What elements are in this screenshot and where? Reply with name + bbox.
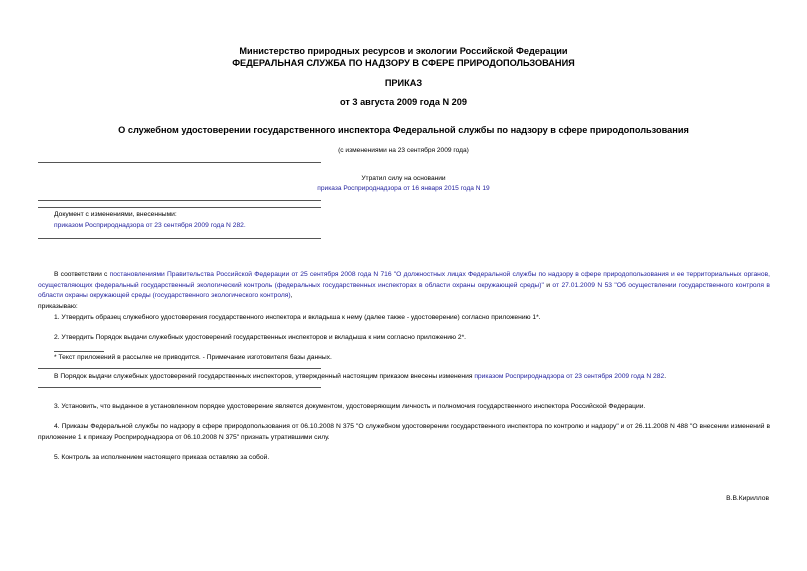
divider	[38, 200, 321, 201]
change-note-link[interactable]: приказом Росприроднадзора от 23 сентября 2009 года N 282	[474, 373, 665, 380]
amended-text: Документ с изменениями, внесенными:	[54, 211, 177, 218]
item-4-text: 4. Приказы Федеральной службы по надзору в сфере природопользования от 06.10.2008 N 375 "О служебном удостоверении государственного инспектора по контролю и надзору" и от 26.11.2008 N 488 "О внесении изменений в приложение 1 к приказу Росприроднадзора от 06.10.2008 N 375" признать утратившими силу.	[38, 423, 770, 441]
item-2: 2. Утвердить Порядок выдачи служебных удостоверений государственных инспекторов и вкладыша к ним согласно приложению 2*.	[54, 334, 467, 341]
changes-note: (с изменениями на 23 сентября 2009 года)	[338, 147, 469, 154]
preamble-link-716[interactable]: постановлениями Правительства Российской Федерации от 25 сентября 2008 года N 716 "О должностных лицах Федеральной службы по надзору в сфере природопользования и ее территориальных органов, осуществляющих федеральный государственный экологический контроль (федеральных государственных инспекторах в области охраны окружающей среды)"	[38, 271, 770, 289]
footnote-divider	[54, 351, 104, 352]
item-5: 5. Контроль за исполнением настоящего приказа оставляю за собой.	[54, 454, 270, 461]
divider	[38, 162, 321, 163]
signature: В.В.Кириллов	[726, 495, 769, 502]
amended-link[interactable]: приказом Росприроднадзора от 23 сентября 2009 года N 282.	[54, 222, 246, 229]
ministry-heading: Министерство природных ресурсов и экологии Российской Федерации	[239, 46, 568, 56]
doc-type: ПРИКАЗ	[384, 78, 423, 88]
item-1: 1. Утвердить образец служебного удостоверения государственного инспектора и вкладыша к нему (далее также - удостоверение) согласно приложению 1*.	[54, 314, 541, 321]
doc-date-number: от 3 августа 2009 года N 209	[339, 97, 468, 107]
lost-force-link[interactable]: приказа Росприроднадзора от 16 января 2015 года N 19	[317, 185, 490, 192]
change-note-end: .	[664, 373, 667, 380]
footnote: * Текст приложений в рассылке не приводится. - Примечание изготовителя базы данных.	[54, 354, 332, 361]
divider	[38, 207, 321, 208]
doc-title: О служебном удостоверении государственного инспектора Федеральной службы по надзору в сфере природопользования	[118, 125, 689, 135]
preamble-text-end: ,	[290, 292, 293, 299]
divider	[38, 238, 321, 239]
preamble-paragraph	[38, 270, 770, 302]
lost-force-text: Утратил силу на основании	[361, 175, 446, 182]
change-note-text: В Порядок выдачи служебных удостоверений государственных инспекторов, утвержденный настоящим приказом внесены изменения	[54, 373, 475, 380]
divider	[38, 368, 321, 369]
preamble-text-start: В соответствии с	[54, 271, 110, 278]
change-note	[54, 372, 666, 383]
order-word: приказываю:	[38, 303, 78, 310]
item-4	[38, 422, 770, 443]
preamble-text-mid: и	[543, 281, 553, 289]
preamble-link-53[interactable]: от 27.01.2009 N 53 "Об осуществлении государственного контроля в области охраны окружающей среды (государственного экологического контроля)	[38, 281, 770, 299]
item-3: 3. Установить, что выданное в установленном порядке удостоверение является документом, удостоверяющим личность и полномочия государственного инспектора Российской Федерации.	[54, 403, 646, 410]
service-heading: ФЕДЕРАЛЬНАЯ СЛУЖБА ПО НАДЗОРУ В СФЕРЕ ПРИРОДОПОЛЬЗОВАНИЯ	[232, 58, 575, 68]
divider	[38, 387, 321, 388]
